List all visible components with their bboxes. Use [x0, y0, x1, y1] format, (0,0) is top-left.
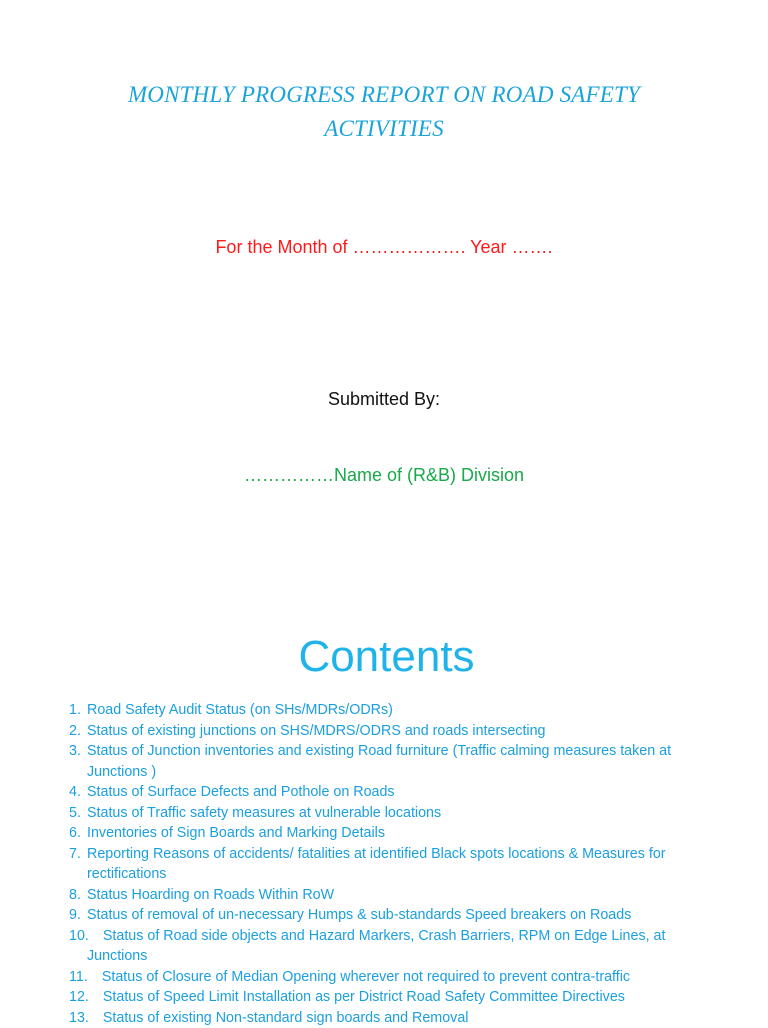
toc-item-number: 2.: [69, 721, 81, 742]
toc-item-text: Status of Junction inventories and existing Road furniture (Traffic calming measures taken at Junctions ): [87, 743, 671, 780]
toc-item-number: 1.: [69, 700, 81, 721]
toc-item-number: 4.: [69, 782, 81, 803]
toc-item-number: 5.: [69, 803, 81, 824]
toc-item-text: Status of Speed Limit Installation as per District Road Safety Committee Directives: [89, 989, 625, 1005]
report-title: [40, 78, 728, 146]
toc-item-text: Inventories of Sign Boards and Marking Details: [87, 825, 385, 841]
toc-item: [69, 885, 709, 906]
division-name-line: ……………Name of (R&B) Division: [0, 463, 768, 487]
toc-item-number: 6.: [69, 823, 81, 844]
toc-item-text: Reporting Reasons of accidents/ fatalities at identified Black spots locations & Measures for rectifications: [87, 846, 666, 883]
toc-item-number: 10.: [69, 928, 89, 944]
month-year-line: For the Month of ………………. Year …….: [0, 235, 768, 259]
toc-item-text: Road Safety Audit Status (on SHs/MDRs/ODRs): [87, 702, 393, 718]
toc-item: [69, 1008, 709, 1028]
toc-item: [69, 803, 709, 824]
submitted-by-label: Submitted By:: [0, 387, 768, 411]
toc-item-number: 12.: [69, 989, 89, 1005]
report-title-line-1: MONTHLY PROGRESS REPORT ON ROAD SAFETY: [40, 78, 728, 112]
table-of-contents: [69, 700, 709, 1028]
toc-item-text: Status of Traffic safety measures at vulnerable locations: [87, 805, 441, 821]
toc-item: [69, 987, 709, 1008]
toc-item-text: Status of existing junctions on SHS/MDRS/ODRS and roads intersecting: [87, 723, 546, 739]
toc-item-text: Status of existing Non-standard sign boards and Removal: [89, 1010, 469, 1026]
toc-item-number: 7.: [69, 844, 81, 865]
toc-item: [69, 782, 709, 803]
toc-item: [69, 967, 709, 988]
toc-item: [69, 844, 709, 885]
toc-item-text: Status of Closure of Median Opening wherever not required to prevent contra-traffic: [88, 969, 630, 985]
toc-item-text: Status of Surface Defects and Pothole on Roads: [87, 784, 395, 800]
contents-heading: Contents: [0, 628, 768, 686]
toc-item-number: 8.: [69, 885, 81, 906]
toc-item: [69, 823, 709, 844]
toc-item-number: 9.: [69, 905, 81, 926]
toc-item: [69, 700, 709, 721]
toc-item: [69, 721, 709, 742]
toc-item-text: Status Hoarding on Roads Within RoW: [87, 887, 334, 903]
toc-item: [69, 926, 709, 967]
toc-item: [69, 741, 709, 782]
toc-item: [69, 905, 709, 926]
toc-item-number: 11.: [69, 969, 88, 985]
toc-item-number: 13.: [69, 1010, 89, 1026]
report-title-line-2: ACTIVITIES: [40, 112, 728, 146]
toc-item-text: Status of Road side objects and Hazard Markers, Crash Barriers, RPM on Edge Lines, at Junctions: [87, 928, 665, 965]
toc-item-number: 3.: [69, 741, 81, 762]
toc-item-text: Status of removal of un-necessary Humps & sub-standards Speed breakers on Roads: [87, 907, 631, 923]
